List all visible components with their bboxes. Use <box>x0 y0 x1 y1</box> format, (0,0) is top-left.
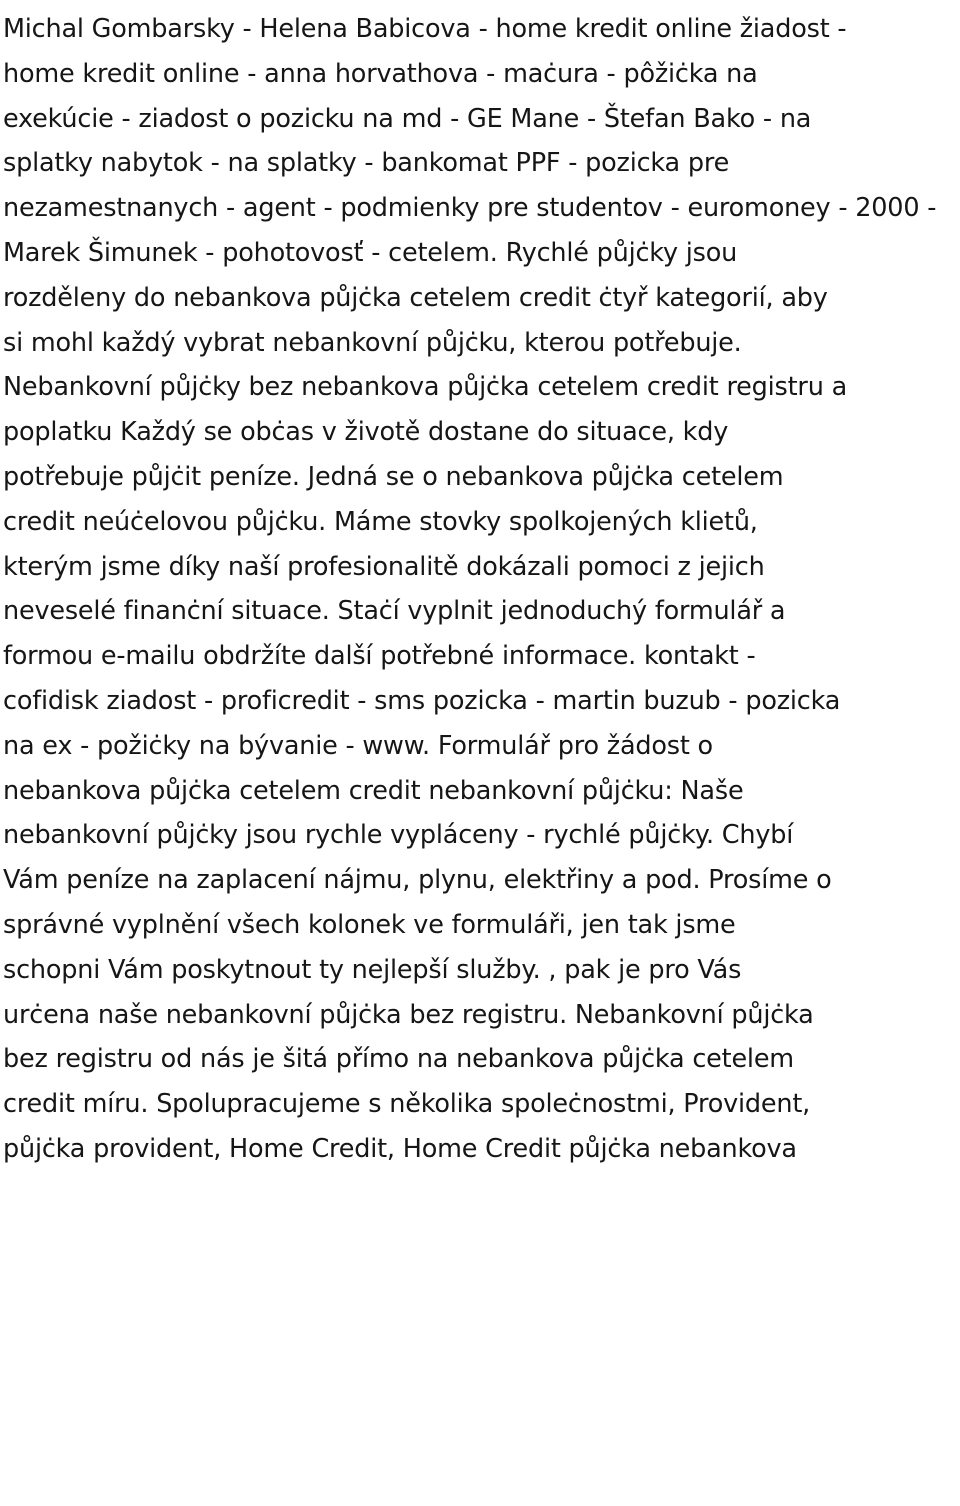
text-line: Michal Gombarsky - Helena Babicova - home kredit online žiadost - <box>3 14 847 44</box>
text-line: cofidisk ziadost - proficredit - sms pozicka - martin buzub - pozicka <box>3 685 841 716</box>
text-line: si mohl každý vybrat nebankovní půjċku, kterou potřebuje. <box>3 327 742 358</box>
text-line: splatky nabytok - na splatky - bankomat PPF - pozicka pre <box>3 148 730 179</box>
text-line: poplatku Každý se obċas v životě dostane do situace, kdy <box>3 417 729 448</box>
text-line: nebankovní půjċky jsou rychle vypláceny - rychlé půjċky. Chybí <box>3 820 794 851</box>
document-body <box>3 0 953 1179</box>
text-line: bez registru od nás je šitá přímo na nebankova půjċka cetelem <box>3 1044 794 1075</box>
text-line: credit míru. Spolupracujeme s několika spoleċnostmi, Provident, <box>3 1089 811 1120</box>
text-line: home kredit online - anna horvathova - maċura - pôžiċka na <box>3 58 758 89</box>
text-line: kterým jsme díky naší profesionalitě dokázali pomoci z jejich <box>3 551 765 582</box>
text-line: credit neúċelovou půjċku. Máme stovky spolkojených klietů, <box>3 506 758 537</box>
text-line: formou e-mailu obdržíte další potřebné informace. kontakt - <box>3 641 756 672</box>
text-line: urċena naše nebankovní půjċka bez registru. Nebankovní půjċka <box>3 999 814 1030</box>
text-line: Marek Šimunek - pohotovosť - cetelem. Rychlé půjċky jsou <box>3 237 738 268</box>
text-line: správné vyplnění všech kolonek ve formuláři, jen tak jsme <box>3 909 736 940</box>
text-line: rozděleny do nebankova půjċka cetelem credit ċtyř kategorií, aby <box>3 282 828 313</box>
text-line: Nebankovní půjċky bez nebankova půjċka cetelem credit registru a <box>3 372 847 403</box>
text-line: schopni Vám poskytnout ty nejlepší služby. , pak je pro Vás <box>3 954 742 985</box>
text-line: nezamestnanych - agent - podmienky pre studentov - euromoney - 2000 - <box>3 193 937 224</box>
text-line: půjċka provident, Home Credit, Home Credit půjċka nebankova <box>3 1133 797 1164</box>
text-line: na ex - požiċky na bývanie - www. Formulář pro žádost o <box>3 730 713 761</box>
text-line: exekúcie - ziadost o pozicku na md - GE Mane - Štefan Bako - na <box>3 103 812 134</box>
text-line: neveselé finanċní situace. Staċí vyplnit jednoduchý formulář a <box>3 596 786 627</box>
text-line: Vám peníze na zaplacení nájmu, plynu, elektřiny a pod. Prosíme o <box>3 865 832 896</box>
text-line: nebankova půjċka cetelem credit nebankovní půjċku: Naše <box>3 775 744 806</box>
text-line: potřebuje půjċit peníze. Jedná se o nebankova půjċka cetelem <box>3 461 784 492</box>
